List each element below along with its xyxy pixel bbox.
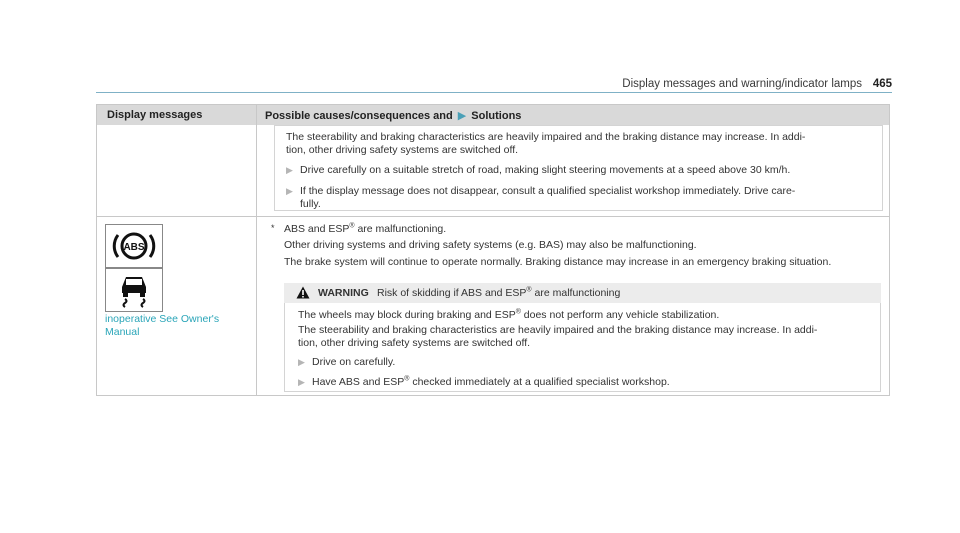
- bullet-arrow-icon: ▶: [298, 357, 305, 367]
- svg-text:ABS: ABS: [123, 242, 145, 253]
- abs-warning-icon: [105, 224, 163, 268]
- col-display-messages-header: Display messages: [107, 109, 203, 121]
- table-header: [97, 105, 889, 125]
- registered-mark: ®: [515, 308, 521, 316]
- w-line1-suffix: does not perform any vehicle stabilization.: [520, 309, 720, 321]
- w-bullet2-suffix: checked immediately at a qualified specialist workshop.: [409, 376, 670, 388]
- page-number: 465: [872, 78, 892, 90]
- cause-prefix: ABS and ESP: [284, 223, 350, 235]
- registered-mark: ®: [349, 222, 355, 230]
- warning-text: [377, 287, 620, 299]
- row1-bullet2-line2: fully.: [300, 198, 321, 210]
- bullet-arrow-icon: ▶: [298, 377, 305, 387]
- warning-text-prefix: Risk of skidding if ABS and ESP: [377, 287, 527, 299]
- col-causes-header-suffix: Solutions: [471, 110, 522, 122]
- row1-text-line2: tion, other driving safety systems are switched off.: [286, 144, 519, 156]
- registered-mark: ®: [404, 375, 410, 383]
- w-bullet2-prefix: Have ABS and ESP: [312, 376, 405, 388]
- warning-line3: tion, other driving safety systems are switched off.: [298, 337, 531, 349]
- col-causes-header: [265, 109, 521, 122]
- warning-bullet2: [312, 376, 670, 389]
- warning-line2: The steerability and braking characteristics are heavily impaired and the braking distance may increase. In addi-: [298, 324, 818, 336]
- warning-text-suffix: are malfunctioning: [531, 287, 621, 299]
- cause-suffix: are malfunctioning.: [354, 223, 447, 235]
- header-title: Display messages and warning/indicator lamps: [622, 78, 862, 90]
- warning-bar: [284, 283, 881, 303]
- esp-skid-icon: [105, 268, 163, 312]
- row1-bullet1: Drive carefully on a suitable stretch of road, making slight steering movements at a speed above 30 km/h.: [300, 164, 791, 176]
- registered-mark: ®: [526, 286, 532, 294]
- page-header: [96, 78, 892, 93]
- row2-cause-line2: Other driving systems and driving safety systems (e.g. BAS) may also be malfunctioning.: [284, 239, 697, 251]
- warning-title: WARNING: [318, 287, 369, 299]
- row-divider: [97, 216, 889, 217]
- inoperative-note-line2: Manual: [105, 326, 140, 338]
- inoperative-note-line1: inoperative See Owner's: [105, 313, 220, 325]
- warning-line1: [298, 309, 719, 322]
- bullet-arrow-icon: ▶: [286, 186, 293, 196]
- col-causes-header-prefix: Possible causes/consequences and: [265, 110, 453, 122]
- column-divider: [256, 105, 257, 395]
- w-line1-prefix: The wheels may block during braking and ESP: [298, 309, 516, 321]
- bullet-arrow-icon: ▶: [286, 165, 293, 175]
- row2-cause-line1: [284, 223, 446, 236]
- row2-cause-line3: The brake system will continue to operate normally. Braking distance may increase in an emergency braking situation.: [284, 256, 832, 268]
- asterisk: *: [271, 223, 275, 233]
- arrow-right-icon: ▶: [457, 110, 467, 122]
- row1-text-line1: The steerability and braking characteristics are heavily impaired and the braking distance may increase. In addi-: [286, 131, 806, 143]
- messages-table: [96, 104, 890, 396]
- row1-bullet2-line1: If the display message does not disappear, consult a qualified specialist workshop immediately. Drive care-: [300, 185, 796, 197]
- warning-triangle-icon: [296, 286, 310, 299]
- warning-bullet1: Drive on carefully.: [312, 356, 396, 368]
